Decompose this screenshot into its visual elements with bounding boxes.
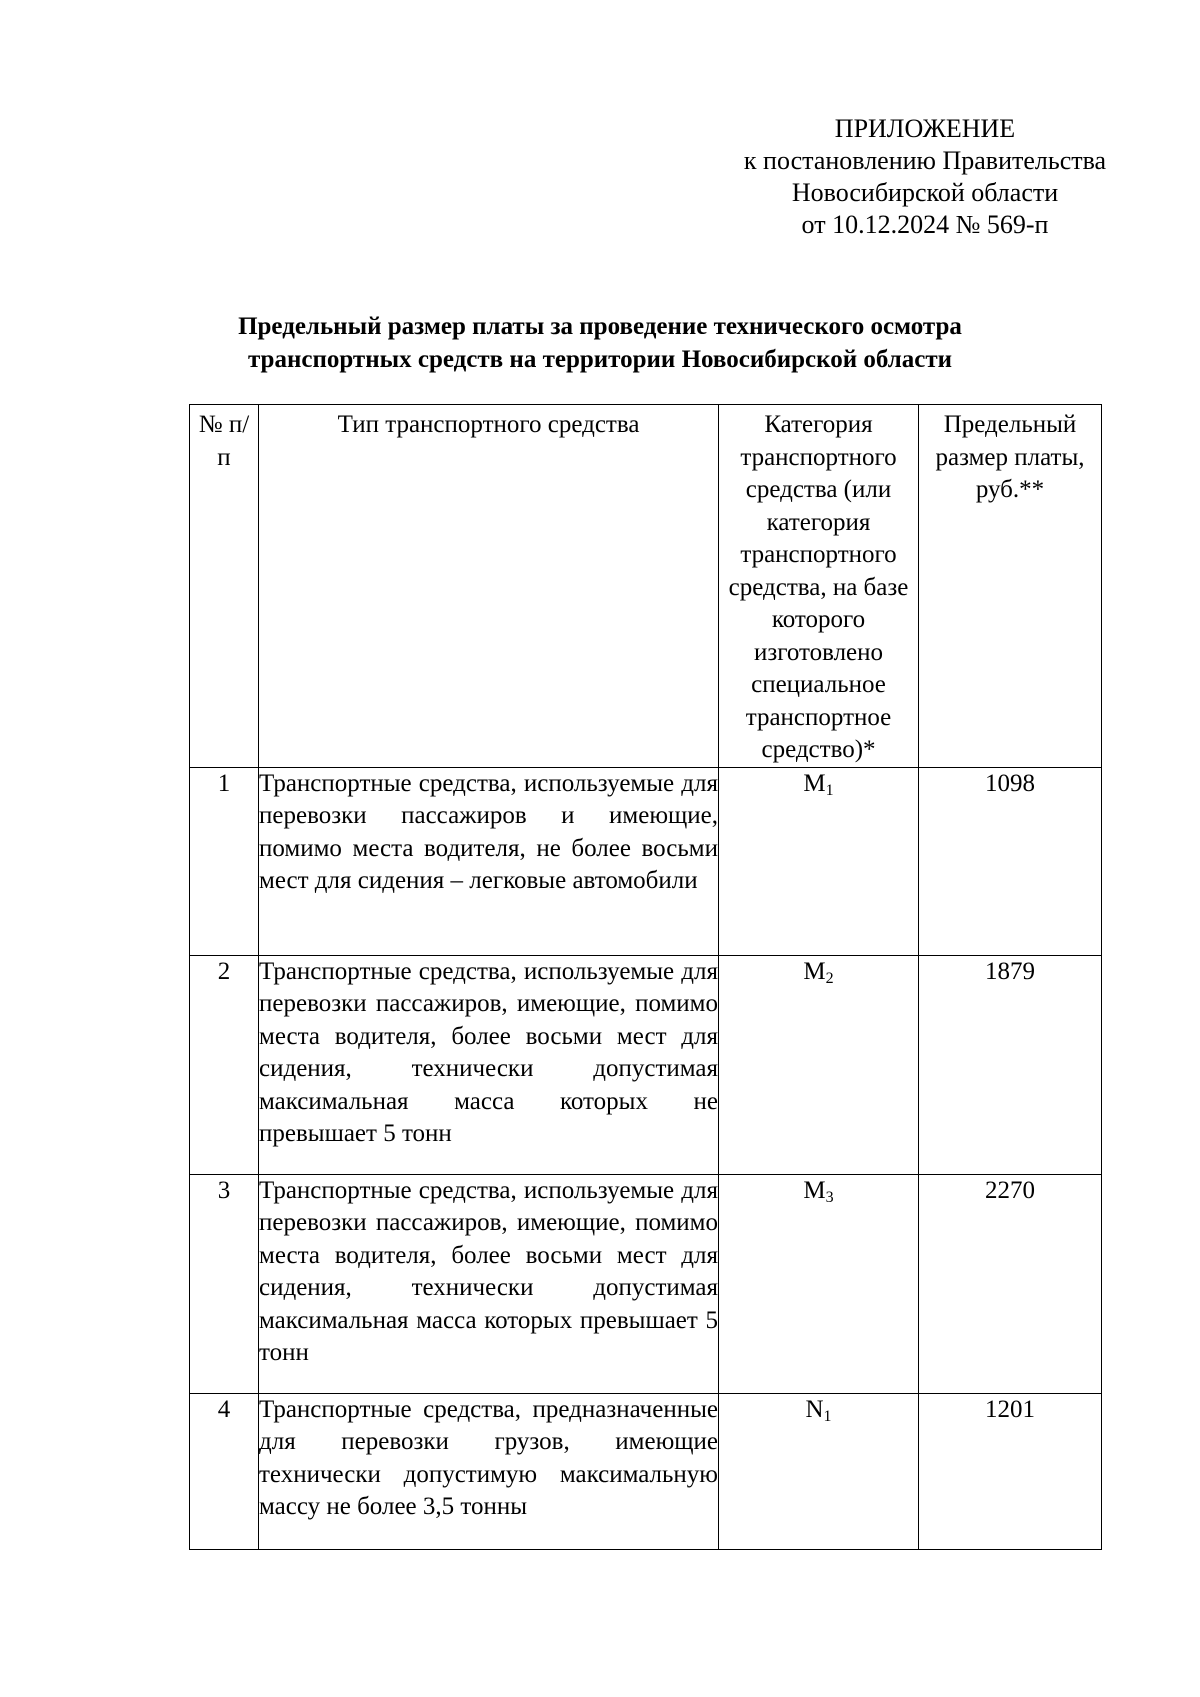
row-category: [719, 767, 919, 955]
row-category: [719, 1393, 919, 1549]
header-type: [259, 405, 719, 768]
table-header-row: [190, 405, 1102, 768]
table-row: [190, 1174, 1102, 1393]
document-title: [150, 310, 1050, 376]
category-index: 1: [825, 781, 834, 799]
table-row: [190, 1393, 1102, 1549]
category-index: 2: [825, 969, 834, 987]
appendix-date-number: от 10.12.2024 № 569-п: [801, 210, 1049, 239]
category-index: 3: [825, 1188, 834, 1206]
header-price-text: Предельный размер платы, руб.**: [935, 411, 1085, 503]
header-num-text: № п/п: [198, 411, 250, 471]
row-category: [719, 1174, 919, 1393]
document-title-line-1: Предельный размер платы за проведение технического осмотра: [238, 313, 962, 340]
row-num: 3: [190, 1174, 259, 1393]
row-price: 1879: [919, 955, 1102, 1174]
document-title-line-2: транспортных средств на территории Новосибирской области: [247, 346, 953, 373]
header-category: [719, 405, 919, 768]
table-row: [190, 955, 1102, 1174]
row-vehicle-type: Транспортные средства, используемые для перевозки пассажиров и имеющие, помимо места водителя, не более восьми мест для сидения – легковые автомобили: [259, 767, 719, 955]
category-letter: M: [803, 957, 826, 985]
row-price: 1098: [919, 767, 1102, 955]
header-type-text: Тип транспортного средства: [337, 411, 640, 438]
row-category: [719, 955, 919, 1174]
fee-table: [189, 404, 1102, 1550]
appendix-header: [735, 113, 1115, 241]
row-price: 2270: [919, 1174, 1102, 1393]
row-vehicle-type: Транспортные средства, используемые для перевозки пассажиров, имеющие, помимо места водителя, более восьми мест для сидения, технически допустимая максимальная масса которых превышает 5 тонн: [259, 1174, 719, 1393]
row-price: 1201: [919, 1393, 1102, 1549]
header-num: [190, 405, 259, 768]
header-price: [919, 405, 1102, 768]
header-category-text: Категория транспортного средства (или категория транспортного средства, на базе которого изготовлено специальное транспортное средство)*: [728, 411, 909, 763]
category-letter: M: [803, 769, 826, 797]
appendix-region-line: Новосибирской области: [791, 178, 1059, 207]
row-num: 1: [190, 767, 259, 955]
table-row: [190, 767, 1102, 955]
category-letter: N: [805, 1395, 824, 1423]
category-index: 1: [823, 1407, 832, 1425]
row-vehicle-type: Транспортные средства, используемые для перевозки пассажиров, имеющие, помимо места водителя, более восьми мест для сидения, технически допустимая максимальная масса которых не превышает 5 тонн: [259, 955, 719, 1174]
row-vehicle-type: Транспортные средства, предназначенные для перевозки грузов, имеющие технически допустимую максимальную массу не более 3,5 тонны: [259, 1393, 719, 1549]
appendix-resolution-line: к постановлению Правительства: [743, 146, 1107, 175]
appendix-title: ПРИЛОЖЕНИЕ: [834, 114, 1016, 143]
category-letter: M: [803, 1176, 826, 1204]
row-num: 4: [190, 1393, 259, 1549]
row-num: 2: [190, 955, 259, 1174]
